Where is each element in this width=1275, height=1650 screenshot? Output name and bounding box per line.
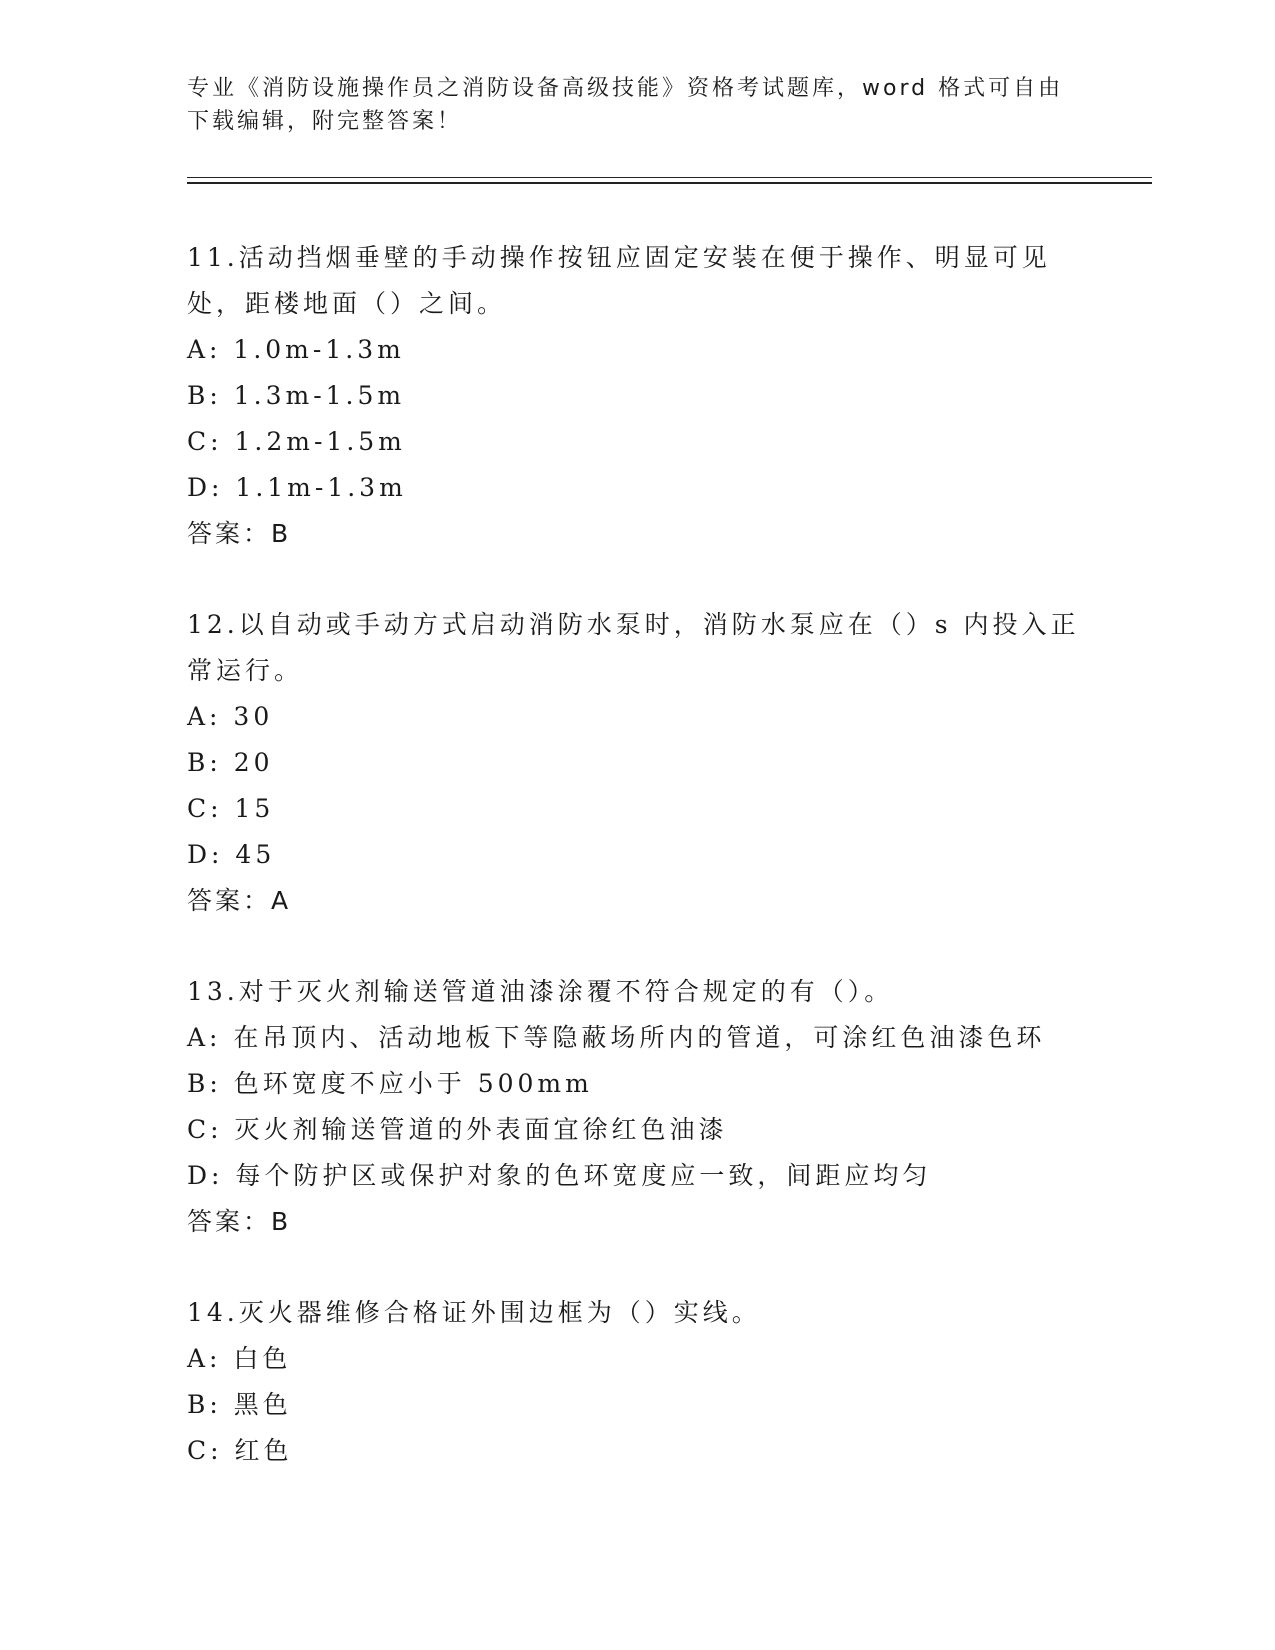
question-13 <box>187 969 1087 1245</box>
header-divider-thin <box>187 177 1152 178</box>
question-stem: 11.活动挡烟垂壁的手动操作按钮应固定安装在便于操作、明显可见处，距楼地面（）之间。 <box>187 243 1051 318</box>
answer-label: 答案：B <box>187 1207 292 1236</box>
answer-label: 答案：A <box>187 886 292 915</box>
option-d: D: 45 <box>187 840 276 869</box>
option-c: C: 红色 <box>187 1436 293 1465</box>
option-b: B: 20 <box>187 748 274 777</box>
option-b: B: 色环宽度不应小于 500mm <box>187 1069 593 1098</box>
question-stem: 14.灭火器维修合格证外围边框为（）实线。 <box>187 1298 761 1327</box>
option-d: D: 1.1m-1.3m <box>187 473 407 502</box>
document-header: 专业《消防设施操作员之消防设备高级技能》资格考试题库，word 格式可自由下载编辑，附完整答案！ <box>187 76 1064 134</box>
option-c: C: 1.2m-1.5m <box>187 427 406 456</box>
option-a: A: 30 <box>187 702 274 731</box>
question-list <box>187 235 1087 1519</box>
option-c: C: 15 <box>187 794 275 823</box>
option-d: D: 每个防护区或保护对象的色环宽度应一致，间距应均匀 <box>187 1161 932 1190</box>
question-11 <box>187 235 1087 557</box>
question-stem: 13.对于灭火剂输送管道油漆涂覆不符合规定的有（）。 <box>187 977 894 1006</box>
question-12 <box>187 602 1087 924</box>
option-c: C: 灭火剂输送管道的外表面宜徐红色油漆 <box>187 1115 728 1144</box>
option-a: A: 白色 <box>187 1344 292 1373</box>
answer-label: 答案：B <box>187 519 292 548</box>
option-b: B: 黑色 <box>187 1390 292 1419</box>
question-stem: 12.以自动或手动方式启动消防水泵时，消防水泵应在（）s 内投入正常运行。 <box>187 610 1080 685</box>
option-a: A: 1.0m-1.3m <box>187 335 405 364</box>
option-a: A: 在吊顶内、活动地板下等隐蔽场所内的管道，可涂红色油漆色环 <box>187 1023 1046 1052</box>
header-divider-thick <box>187 182 1152 184</box>
question-14 <box>187 1290 1087 1474</box>
option-b: B: 1.3m-1.5m <box>187 381 406 410</box>
